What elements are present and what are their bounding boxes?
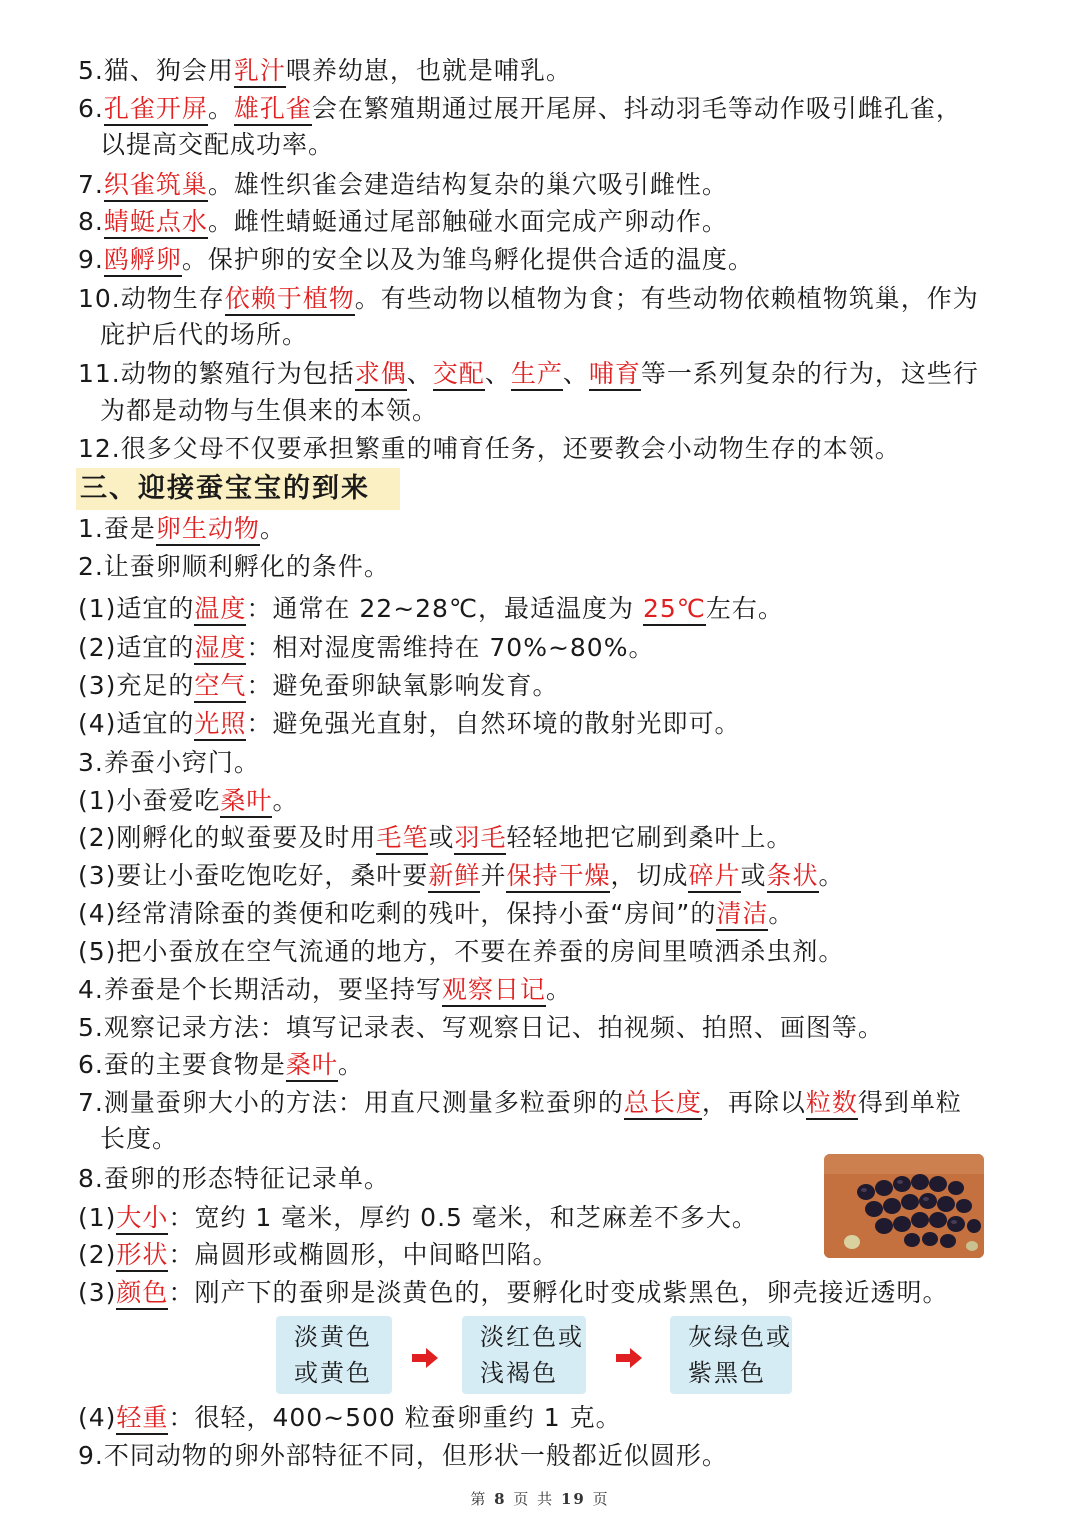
s3-item-2-1: (1)适宜的温度：通常在 22~28℃，最适温度为 25℃左右。: [78, 594, 1018, 624]
item-11: 11.动物的繁殖行为包括求偶、交配、生产、哺育等一系列复杂的行为，这些行: [78, 359, 1018, 389]
s3-item-6: 6.蚕的主要食物是桑叶。: [78, 1050, 1018, 1080]
item-10: 10.动物生存依赖于植物。有些动物以植物为食；有些动物依赖植物筑巢，作为: [78, 284, 1018, 314]
item-6: 6.孔雀开屏。雄孔雀会在繁殖期通过展开尾屏、抖动羽毛等动作吸引雌孔雀，: [78, 94, 1018, 124]
s3-item-8-4: (4)轻重：很轻，400~500 粒蚕卵重约 1 克。: [78, 1403, 1018, 1433]
page-total: 19: [560, 1490, 586, 1508]
s3-item-3-1: (1)小蚕爱吃桑叶。: [78, 786, 1018, 816]
s3-item-9: 9.不同动物的卵外部特征不同，但形状一般都近似圆形。: [78, 1441, 728, 1470]
s3-item-8-1: (1)大小：宽约 1 毫米，厚约 0.5 毫米，和芝麻差不多大。: [78, 1203, 1018, 1233]
right-arrow-icon: [614, 1346, 644, 1370]
item-6-cont: 以提高交配成功率。: [100, 130, 335, 159]
item-12: 12.很多父母不仅要承担繁重的哺育任务，还要教会小动物生存的本领。: [78, 434, 901, 463]
item-5: 5.猫、狗会用乳汁喂养幼崽，也就是哺乳。: [78, 56, 1018, 86]
s3-item-2: 2.让蚕卵顺利孵化的条件。: [78, 552, 390, 581]
item-10-cont: 庇护后代的场所。: [100, 320, 309, 349]
s3-item-8: 8.蚕卵的形态特征记录单。: [78, 1164, 390, 1193]
s3-item-3-3: (3)要让小蚕吃饱吃好，桑叶要新鲜并保持干燥，切成碎片或条状。: [78, 861, 1018, 891]
right-arrow-icon: [410, 1346, 440, 1370]
s3-item-2-3: (3)充足的空气：避免蚕卵缺氧影响发育。: [78, 671, 1018, 701]
s3-item-7-cont: 长度。: [100, 1124, 179, 1153]
s3-item-3-2: (2)刚孵化的蚁蚕要及时用毛笔或羽毛轻轻地把它刷到桑叶上。: [78, 823, 1018, 853]
silkworm-eggs-photo: [824, 1154, 984, 1258]
color-stage-3: 灰绿色或 紫黑色: [670, 1316, 792, 1394]
s3-item-4: 4.养蚕是个长期活动，要坚持写观察日记。: [78, 975, 1018, 1005]
page-number: 8: [494, 1490, 507, 1508]
item-8: 8.蜻蜓点水。雌性蜻蜓通过尾部触碰水面完成产卵动作。: [78, 207, 1018, 237]
color-stage-2: 淡红色或 浅褐色: [462, 1316, 586, 1394]
s3-item-5: 5.观察记录方法：填写记录表、写观察日记、拍视频、拍照、画图等。: [78, 1013, 884, 1042]
s3-item-1: 1.蚕是卵生动物。: [78, 514, 1018, 544]
color-stage-1: 淡黄色 或黄色: [276, 1316, 392, 1394]
page-footer: 第 8 页 共 19 页: [470, 1490, 610, 1508]
s3-item-7: 7.测量蚕卵大小的方法：用直尺测量多粒蚕卵的总长度，再除以粒数得到单粒: [78, 1088, 1018, 1118]
s3-item-2-2: (2)适宜的湿度：相对湿度需维持在 70%~80%。: [78, 633, 1018, 663]
item-7: 7.织雀筑巢。雄性织雀会建造结构复杂的巢穴吸引雌性。: [78, 170, 1018, 200]
s3-item-3: 3.养蚕小窍门。: [78, 748, 260, 777]
section-title: 三、迎接蚕宝宝的到来: [76, 468, 400, 510]
item-11-cont: 为都是动物与生俱来的本领。: [100, 396, 439, 425]
s3-item-3-4: (4)经常清除蚕的粪便和吃剩的残叶，保持小蚕“房间”的清洁。: [78, 899, 1018, 929]
s3-item-8-3: (3)颜色：刚产下的蚕卵是淡黄色的，要孵化时变成紫黑色，卵壳接近透明。: [78, 1278, 1018, 1308]
s3-item-2-4: (4)适宜的光照：避免强光直射，自然环境的散射光即可。: [78, 709, 1018, 739]
s3-item-3-5: (5)把小蚕放在空气流通的地方，不要在养蚕的房间里喷洒杀虫剂。: [78, 937, 845, 966]
s3-item-8-2: (2)形状：扁圆形或椭圆形，中间略凹陷。: [78, 1240, 1018, 1270]
item-9: 9.鸥孵卵。保护卵的安全以及为雏鸟孵化提供合适的温度。: [78, 245, 1018, 275]
